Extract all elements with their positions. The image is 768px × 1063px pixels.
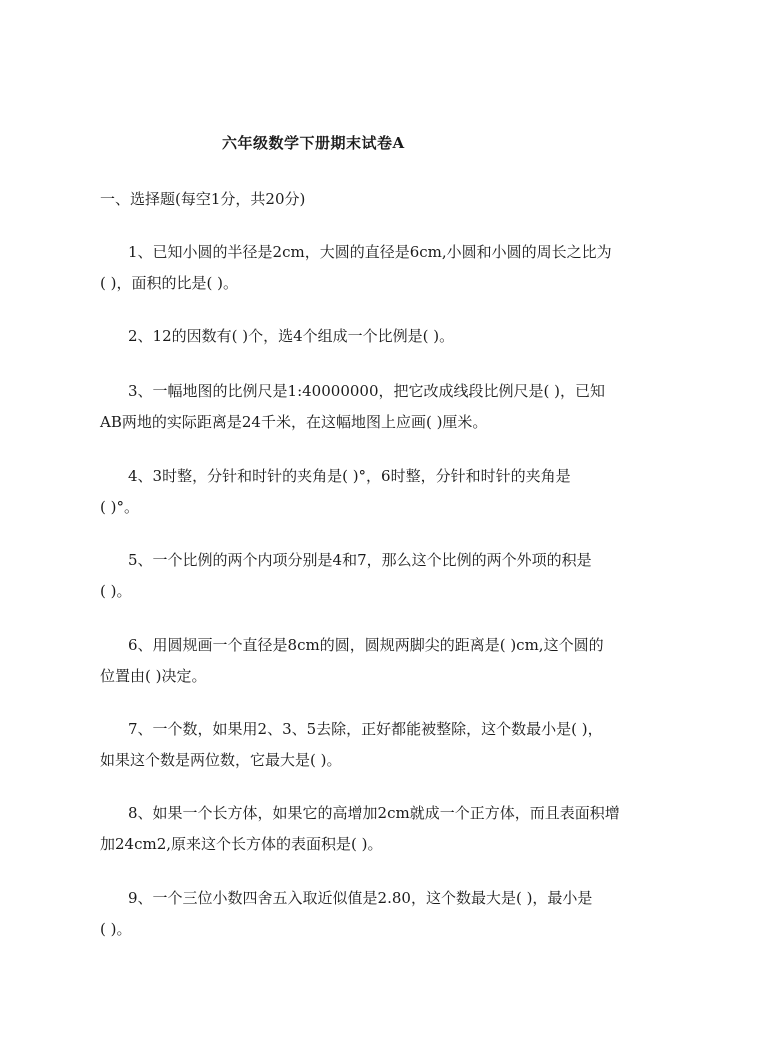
question-text: 2、12的因数有( )个，选4个组成一个比例是( )。 <box>128 327 455 345</box>
question-5 <box>100 545 690 607</box>
question-7 <box>100 714 690 776</box>
question-3 <box>100 376 690 438</box>
question-text: 7、一个数，如果用2、3、5去除，正好都能被整除，这个数最小是( )， <box>128 720 603 738</box>
question-text-continued: 如果这个数是两位数，它最大是( )。 <box>100 751 342 769</box>
question-text: 6、用圆规画一个直径是8cm的圆，圆规两脚尖的距离是( )cm,这个圆的 <box>128 636 604 654</box>
question-text: 1、已知小圆的半径是2cm，大圆的直径是6cm,小圆和小圆的周长之比为 <box>128 243 612 261</box>
question-text: 3、一幅地图的比例尺是1:40000000，把它改成线段比例尺是( )，已知 <box>128 382 605 400</box>
question-text-continued: AB两地的实际距离是24千米，在这幅地图上应画( )厘米。 <box>100 413 488 431</box>
question-2 <box>100 321 690 352</box>
question-text: 8、如果一个长方体，如果它的高增加2cm就成一个正方体，而且表面积增 <box>128 804 620 822</box>
question-text-continued: 加24cm2,原来这个长方体的表面积是( )。 <box>100 835 383 853</box>
question-8 <box>100 798 690 860</box>
question-text-continued: ( )。 <box>100 920 132 938</box>
question-text: 5、一个比例的两个内项分别是4和7，那么这个比例的两个外项的积是 <box>128 551 592 569</box>
question-text: 4、3时整，分针和时针的夹角是( )°，6时整，分针和时针的夹角是 <box>128 467 571 485</box>
section-header: 一、选择题(每空1分，共20分) <box>100 190 306 208</box>
question-4 <box>100 461 690 523</box>
question-text-continued: ( )。 <box>100 582 132 600</box>
question-9 <box>100 883 690 945</box>
question-text-continued: 位置由( )决定。 <box>100 667 207 685</box>
question-text-continued: ( )，面积的比是( )。 <box>100 274 238 292</box>
question-1 <box>100 237 690 299</box>
page-title: 六年级数学下册期末试卷A <box>222 134 405 152</box>
question-6 <box>100 630 690 692</box>
question-text: 9、一个三位小数四舍五入取近似值是2.80，这个数最大是( )，最小是 <box>128 889 593 907</box>
question-text-continued: ( )°。 <box>100 498 139 516</box>
